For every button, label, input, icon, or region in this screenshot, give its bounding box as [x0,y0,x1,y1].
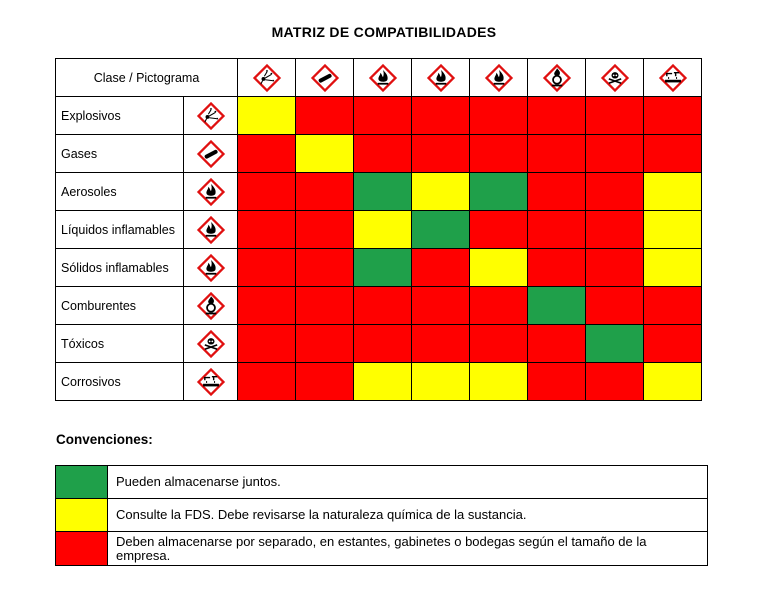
compatibility-cell [528,135,586,173]
compatibility-cell [644,325,702,363]
compatibility-cell [296,135,354,173]
matrix-row [56,211,702,249]
matrix-row [56,325,702,363]
compatibility-cell [586,249,644,287]
compatibility-cell [412,135,470,173]
compatibility-cell [412,97,470,135]
compatibility-cell [354,211,412,249]
flame-over-circle-icon [528,63,585,93]
compatibility-cell [354,249,412,287]
column-pictogram [528,59,586,97]
compatibility-cell [586,325,644,363]
compatibility-cell [644,211,702,249]
flame-icon [354,63,411,93]
compatibility-cell [296,97,354,135]
matrix-row [56,135,702,173]
column-pictogram [470,59,528,97]
compatibility-cell [644,287,702,325]
legend-swatch-green [56,466,108,499]
header-label: Clase / Pictograma [56,59,238,97]
compatibility-cell [528,249,586,287]
compatibility-cell [296,249,354,287]
legend-row [56,466,708,499]
compatibility-cell [528,173,586,211]
row-label: Líquidos inflamables [56,211,184,249]
compatibility-cell [354,173,412,211]
row-label: Aerosoles [56,173,184,211]
row-pictogram [184,287,238,325]
flame-icon [184,177,237,207]
compatibility-cell [354,135,412,173]
compatibility-cell [528,211,586,249]
compatibility-matrix [55,58,702,401]
compatibility-cell [586,97,644,135]
compatibility-cell [412,211,470,249]
compatibility-cell [296,363,354,401]
legend-swatch-red [56,532,108,566]
compatibility-cell [238,211,296,249]
legend-row [56,499,708,532]
matrix-row [56,97,702,135]
explosive-icon [238,63,295,93]
compatibility-cell [412,249,470,287]
skull-crossbones-icon [184,329,237,359]
compatibility-cell [296,287,354,325]
compatibility-cell [644,97,702,135]
row-pictogram [184,97,238,135]
compatibility-cell [238,135,296,173]
row-label: Explosivos [56,97,184,135]
compatibility-cell [412,325,470,363]
column-pictogram [586,59,644,97]
compatibility-cell [238,363,296,401]
compatibility-cell [470,325,528,363]
compatibility-cell [470,173,528,211]
compatibility-cell [354,325,412,363]
compatibility-cell [412,173,470,211]
flame-icon [470,63,527,93]
compatibility-cell [238,325,296,363]
compatibility-cell [528,325,586,363]
flame-icon [184,215,237,245]
compatibility-cell [412,363,470,401]
row-pictogram [184,135,238,173]
compatibility-cell [470,287,528,325]
compatibility-cell [586,211,644,249]
row-pictogram [184,363,238,401]
row-pictogram [184,249,238,287]
page-title: MATRIZ DE COMPATIBILIDADES [271,24,497,40]
compatibility-cell [586,363,644,401]
compatibility-cell [296,173,354,211]
compatibility-cell [528,97,586,135]
column-pictogram [644,59,702,97]
gas-cylinder-icon [296,63,353,93]
compatibility-cell [470,249,528,287]
conventions-title: Convenciones: [56,432,153,447]
compatibility-cell [470,97,528,135]
corrosion-icon [644,63,701,93]
matrix-row [56,287,702,325]
compatibility-cell [644,135,702,173]
compatibility-cell [644,249,702,287]
flame-icon [412,63,469,93]
compatibility-cell [470,211,528,249]
row-pictogram [184,211,238,249]
conventions-legend [55,465,708,566]
skull-crossbones-icon [586,63,643,93]
matrix-row [56,249,702,287]
row-pictogram [184,173,238,211]
compatibility-cell [354,97,412,135]
legend-row [56,532,708,566]
matrix-row [56,363,702,401]
compatibility-cell [586,173,644,211]
compatibility-cell [296,325,354,363]
compatibility-cell [354,287,412,325]
column-pictogram [412,59,470,97]
column-pictogram [238,59,296,97]
compatibility-cell [586,287,644,325]
gas-cylinder-icon [184,139,237,169]
matrix-row [56,173,702,211]
compatibility-cell [586,135,644,173]
compatibility-cell [470,363,528,401]
flame-icon [184,253,237,283]
compatibility-cell [238,249,296,287]
legend-swatch-yellow [56,499,108,532]
row-label: Gases [56,135,184,173]
explosive-icon [184,101,237,131]
row-label: Corrosivos [56,363,184,401]
compatibility-cell [528,287,586,325]
compatibility-cell [412,287,470,325]
row-label: Sólidos inflamables [56,249,184,287]
legend-text: Pueden almacenarse juntos. [108,466,708,499]
row-label: Tóxicos [56,325,184,363]
compatibility-cell [238,287,296,325]
compatibility-cell [296,211,354,249]
flame-over-circle-icon [184,291,237,321]
compatibility-cell [238,173,296,211]
compatibility-cell [238,97,296,135]
row-pictogram [184,325,238,363]
compatibility-cell [644,173,702,211]
compatibility-cell [354,363,412,401]
legend-text: Deben almacenarse por separado, en estantes, gabinetes o bodegas según el tamaño de la empresa. [108,532,708,566]
column-pictogram [296,59,354,97]
row-label: Comburentes [56,287,184,325]
legend-text: Consulte la FDS. Debe revisarse la naturaleza química de la sustancia. [108,499,708,532]
compatibility-cell [644,363,702,401]
compatibility-cell [470,135,528,173]
compatibility-cell [528,363,586,401]
header-row [56,59,702,97]
corrosion-icon [184,367,237,397]
column-pictogram [354,59,412,97]
